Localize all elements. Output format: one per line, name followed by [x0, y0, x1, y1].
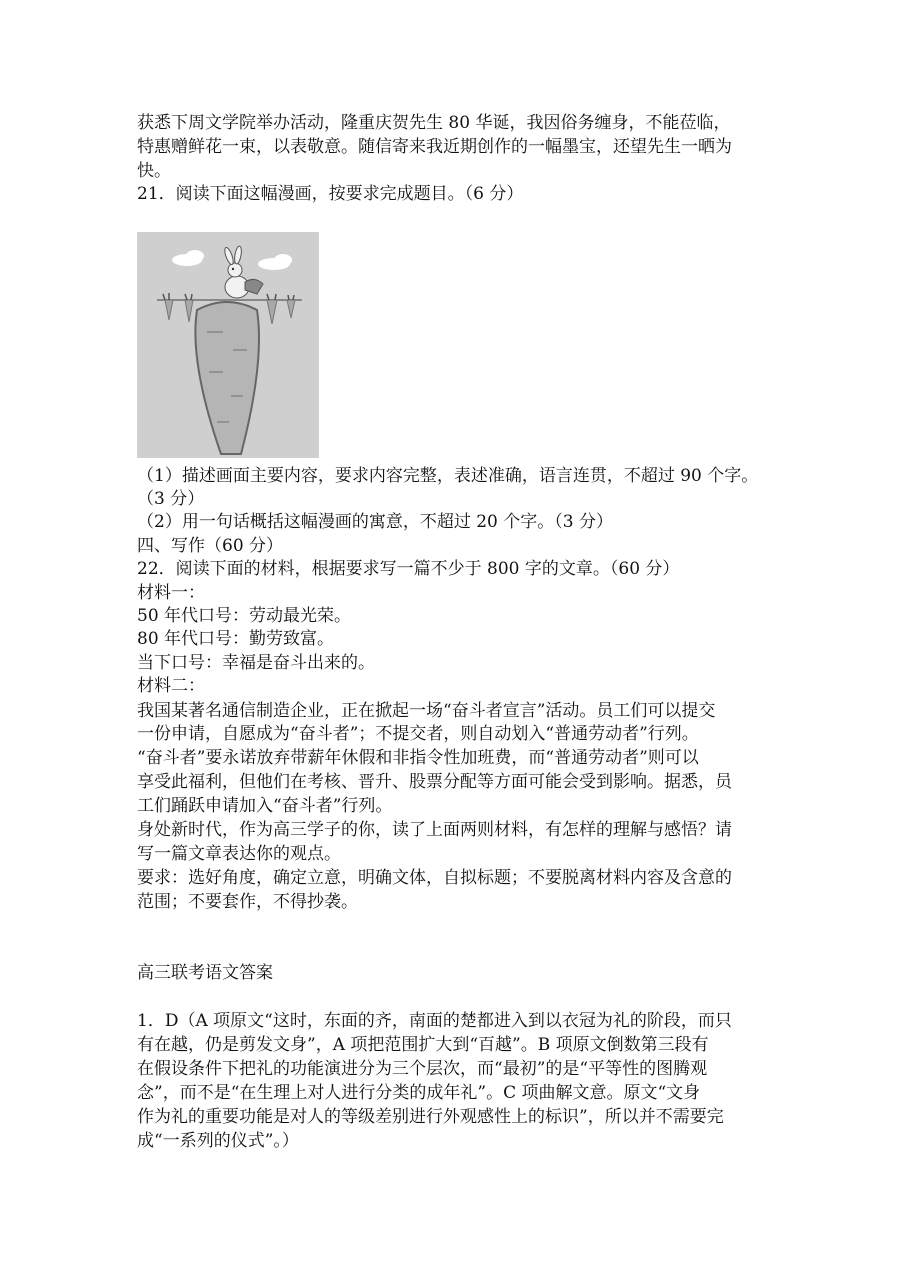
material-1-label: 材料一：: [137, 583, 205, 603]
material-2-line-3: “奋斗者”要永诺放弃带薪年休假和非指令性加班费，而“普通劳动者”则可以: [137, 748, 699, 768]
question-22-title: 22．阅读下面的材料，根据要求写一篇不少于 800 字的文章。（60 分）: [137, 559, 680, 579]
material-2-line-4: 享受此福利，但他们在考核、晋升、股票分配等方面可能会受到影响。据悉，员: [137, 772, 732, 792]
question-21-sub2: （2）用一句话概括这幅漫画的寓意，不超过 20 个字。（3 分）: [137, 512, 613, 532]
question-21-sub1-line1: （1）描述画面主要内容，要求内容完整，表述准确，语言连贯，不超过 90 个字。: [137, 466, 759, 486]
material-2-line-5: 工们踊跃申请加入“奋斗者”行列。: [137, 796, 393, 816]
material-2-label: 材料二：: [137, 676, 205, 696]
slogan-now: 当下口号：幸福是奋斗出来的。: [137, 653, 375, 673]
material-2-line-2: 一份申请，自愿成为“奋斗者”；不提交者，则自动划入“普通劳动者”行列。: [137, 724, 699, 744]
answer-1-line-3: 在假设条件下把礼的功能演进分为三个层次，而“最初”的是“平等性的图腾观: [137, 1059, 708, 1079]
question-21-title: 21．阅读下面这幅漫画，按要求完成题目。（6 分）: [137, 184, 524, 204]
answer-1-line-1: 1．D（A 项原文“这时，东面的齐，南面的楚都进入到以衣冠为礼的阶段，而只: [137, 1011, 732, 1031]
answer-1-line-5: 作为礼的重要功能是对人的等级差别进行外观感性上的标识”，所以并不需要完: [137, 1107, 724, 1127]
rabbit-icon: [223, 246, 263, 298]
giant-carrot-icon: [195, 302, 259, 454]
intro-line-1: 获悉下周文学院举办活动，隆重庆贺先生 80 华诞，我因俗务缠身，不能莅临，: [137, 113, 731, 133]
section-title-writing: 四、写作（60 分）: [137, 536, 284, 556]
answer-1-line-6: 成“一系列的仪式”。）: [137, 1131, 299, 1151]
slogan-80s: 80 年代口号：勤劳致富。: [137, 629, 335, 649]
answer-1-line-4: 念”，而不是“在生理上对人进行分类的成年礼”。C 项曲解文意。原文“文身: [137, 1083, 701, 1103]
requirement-line-2: 范围；不要套作，不得抄袭。: [137, 892, 358, 912]
requirement-line-1: 要求：选好角度，确定立意，明确文体，自拟标题；不要脱离材料内容及含意的: [137, 868, 732, 888]
material-2-line-1: 我国某著名通信制造企业，正在掀起一场“奋斗者宣言”活动。员工们可以提交: [137, 701, 716, 721]
intro-line-3: 快。: [137, 161, 171, 181]
cartoon-image: [137, 232, 319, 458]
question-21-sub1-line2: （3 分）: [137, 489, 205, 509]
prompt-line-1: 身处新时代，作为高三学子的你，读了上面两则材料，有怎样的理解与感悟？请: [137, 820, 732, 840]
prompt-line-2: 写一篇文章表达你的观点。: [137, 844, 341, 864]
answer-1-line-2: 有在越，仍是剪发文身”，A 项把范围扩大到“百越”。B 项原文倒数第三段有: [137, 1035, 709, 1055]
slogan-50s: 50 年代口号：劳动最光荣。: [137, 606, 352, 626]
intro-line-2: 特惠赠鲜花一束，以表敬意。随信寄来我近期创作的一幅墨宝，还望先生一晒为: [137, 137, 732, 157]
answer-heading: 高三联考语文答案: [137, 963, 273, 983]
